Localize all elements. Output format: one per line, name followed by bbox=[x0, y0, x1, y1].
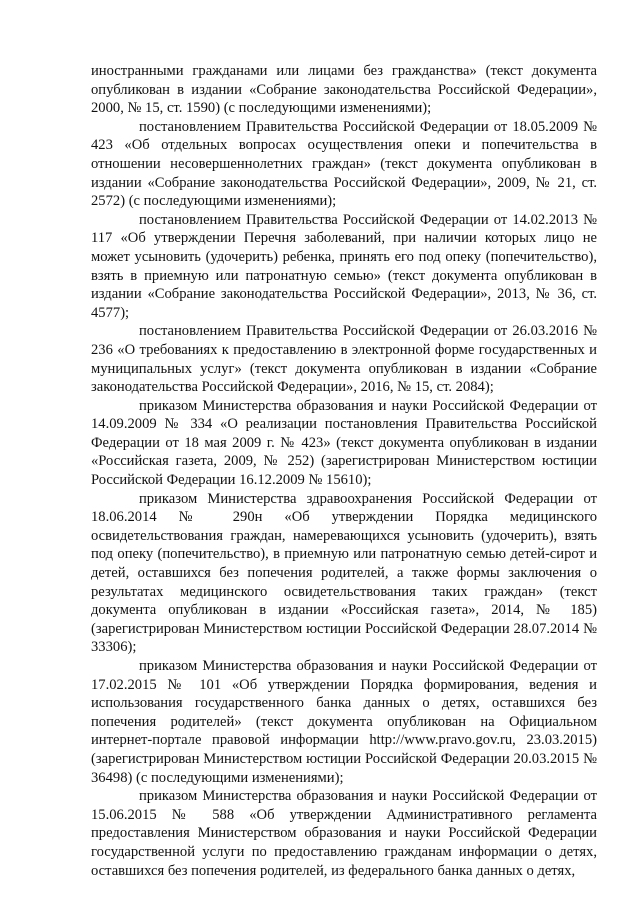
paragraph-order-588: приказом Министерства образования и науки Российской Федерации от 15.06.2015 № 588 «Об утверждении Административного регламента предоставления Министерством образования и науки Российской Федерации государственной услуги по предоставлению гражданам информации о детях, оставшихся без попечения родителей, из федерального банка данных о детях, bbox=[91, 788, 597, 879]
paragraph-decree-117: постановлением Правительства Российской Федерации от 14.02.2013 № 117 «Об утверждении Перечня заболеваний, при наличии которых лицо не может усыновить (удочерить) ребенка, принять его под опеку (попечительство), взять в приемную или патронатную семью» (текст документа опубликован в издании «Собрание законодательства Российской Федерации», 2013, № 36, ст. 4577); bbox=[91, 211, 597, 321]
paragraph-order-290n: приказом Министерства здравоохранения Российской Федерации от 18.06.2014 № 290н «Об утверждении Порядка медицинского освидетельствования граждан, намеревающихся усыновить (удочерить), взять под опеку (попечительство), в приемную или патронатную семью детей-сирот и детей, оставшихся без попечения родителей, а также формы заключения о результатах медицинского освидетельствования таких граждан» (текст документа опубликован в издании «Российская газета», 2014, № 185) (зарегистрирован Министерством юстиции Российской Федерации 28.07.2014 № 33306); bbox=[91, 490, 597, 656]
paragraph-continuation: иностранными гражданами или лицами без гражданства» (текст документа опубликован в издании «Собрание законодательства Российской Федерации», 2000, № 15, ст. 1590) (с последующими изменениями); bbox=[91, 63, 597, 117]
paragraph-decree-423: постановлением Правительства Российской Федерации от 18.05.2009 № 423 «Об отдельных вопросах осуществления опеки и попечительства в отношении несовершеннолетних граждан» (текст документа опубликован в издании «Собрание законодательства Российской Федерации», 2009, № 21, ст. 2572) (с последующими изменениями); bbox=[91, 118, 597, 210]
paragraph-order-334: приказом Министерства образования и науки Российской Федерации от 14.09.2009 № 334 «О реализации постановления Правительства Российской Федерации от 18 мая 2009 г. № 423» (текст документа опубликован в издании «Российская газета, 2009, № 252) (зарегистрирован Министерством юстиции Российской Федерации 16.12.2009 № 15610); bbox=[91, 397, 597, 489]
document-page bbox=[91, 62, 597, 880]
paragraph-decree-236: постановлением Правительства Российской Федерации от 26.03.2016 № 236 «О требованиях к предоставлению в электронной форме государственных и муниципальных услуг» (текст документа опубликован в издании «Собрание законодательства Российской Федерации», 2016, № 15, ст. 2084); bbox=[91, 323, 597, 396]
paragraph-order-101: приказом Министерства образования и науки Российской Федерации от 17.02.2015 № 101 «Об утверждении Порядка формирования, ведения и использования государственного банка данных о детях, оставшихся без попечения родителей» (текст документа опубликован на Официальном интернет-портале правовой информации http://www.pravo.gov.ru, 23.03.2015) (зарегистрирован Министерством юстиции Российской Федерации 20.03.2015 № 36498) (с последующими изменениями); bbox=[91, 658, 597, 786]
